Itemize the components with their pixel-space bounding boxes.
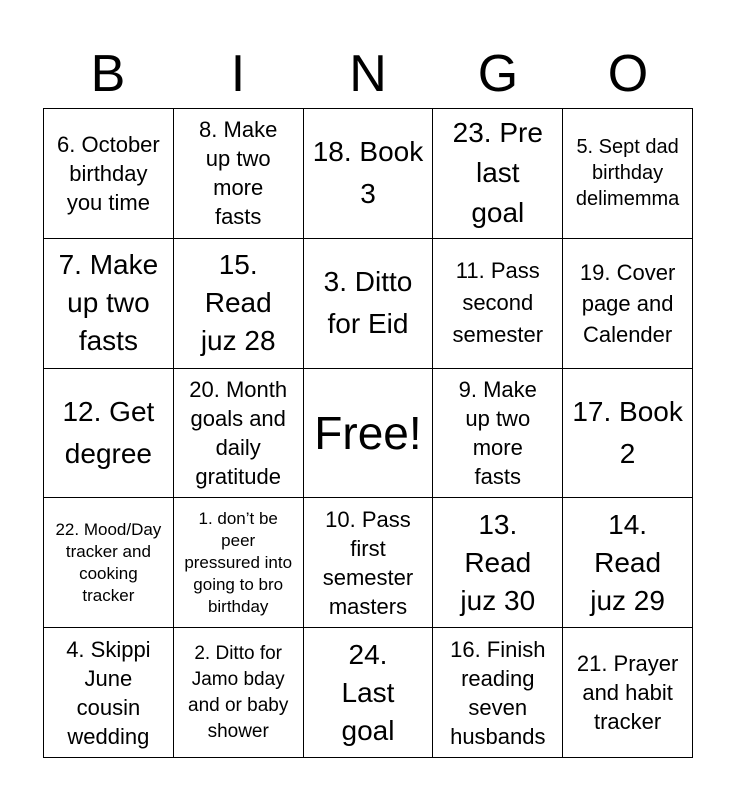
cell-text: 18. Book 3	[312, 136, 424, 210]
bingo-header	[43, 40, 693, 108]
bingo-cell-r4-c5[interactable]	[563, 498, 693, 628]
cell-text: 2. Ditto for Jamo bday and or baby shower	[188, 642, 289, 742]
cell-text: 10. Pass first semester masters	[322, 506, 414, 619]
bingo-cell-r5-c2[interactable]	[174, 628, 304, 758]
bingo-cell-r1-c4[interactable]	[433, 109, 563, 239]
cell-text: 23. Pre last goal	[452, 117, 543, 229]
bingo-cell-r5-c3[interactable]	[304, 628, 434, 758]
cell-text: 9. Make up two more fasts	[458, 376, 537, 489]
bingo-cell-r4-c1[interactable]	[44, 498, 174, 628]
cell-text: 24. Last goal	[341, 638, 395, 746]
cell-text: 17. Book 2	[572, 395, 683, 469]
cell-text: 15. Read juz 28	[200, 249, 276, 357]
bingo-cell-r3-c3[interactable]	[304, 369, 434, 499]
bingo-cell-r5-c4[interactable]	[433, 628, 563, 758]
cell-text: 22. Mood/Day tracker and cooking tracker	[55, 519, 162, 605]
bingo-grid	[43, 108, 693, 758]
cell-text: 19. Cover page and Calender	[579, 259, 676, 347]
header-letter-b: B	[90, 45, 126, 103]
bingo-cell-r3-c5[interactable]	[563, 369, 693, 499]
header-letter-o: O	[607, 45, 649, 103]
bingo-cell-r1-c5[interactable]	[563, 109, 693, 239]
cell-text: Free!	[314, 406, 422, 459]
bingo-cell-r2-c4[interactable]	[433, 239, 563, 369]
bingo-cell-r3-c2[interactable]	[174, 369, 304, 499]
cell-text: 1. don’t be peer pressured into going to bro birthday	[184, 508, 293, 616]
cell-text: 8. Make up two more fasts	[199, 117, 278, 230]
bingo-cell-r2-c3[interactable]	[304, 239, 434, 369]
bingo-cell-r3-c4[interactable]	[433, 369, 563, 499]
bingo-cell-r4-c2[interactable]	[174, 498, 304, 628]
header-letter-n: N	[349, 45, 387, 103]
bingo-cell-r3-c1[interactable]	[44, 369, 174, 499]
bingo-cell-r2-c1[interactable]	[44, 239, 174, 369]
cell-text: 20. Month goals and daily gratitude	[189, 376, 288, 489]
cell-text: 5. Sept dad birthday delimemma	[575, 136, 680, 211]
bingo-cell-r1-c3[interactable]	[304, 109, 434, 239]
bingo-cell-r5-c5[interactable]	[563, 628, 693, 758]
bingo-cell-r5-c1[interactable]	[44, 628, 174, 758]
cell-text: 11. Pass second semester	[452, 258, 544, 348]
cell-text: 13. Read juz 30	[460, 508, 536, 616]
cell-text: 7. Make up two fasts	[58, 249, 159, 357]
cell-text: 16. Finish reading seven husbands	[450, 636, 546, 749]
cell-text: 3. Ditto for Eid	[323, 266, 413, 340]
bingo-cell-r1-c1[interactable]	[44, 109, 174, 239]
header-letter-g: G	[477, 45, 519, 103]
bingo-cell-r4-c4[interactable]	[433, 498, 563, 628]
cell-text: 4. Skippi June cousin wedding	[66, 636, 151, 749]
cell-text: 21. Prayer and habit tracker	[576, 651, 679, 735]
bingo-cell-r4-c3[interactable]	[304, 498, 434, 628]
bingo-cell-r1-c2[interactable]	[174, 109, 304, 239]
bingo-cell-r2-c5[interactable]	[563, 239, 693, 369]
header-letter-i: I	[230, 45, 246, 103]
bingo-cell-r2-c2[interactable]	[174, 239, 304, 369]
cell-text: 12. Get degree	[62, 395, 155, 469]
cell-text: 14. Read juz 29	[590, 508, 665, 616]
cell-text: 6. October birthday you time	[57, 131, 160, 215]
